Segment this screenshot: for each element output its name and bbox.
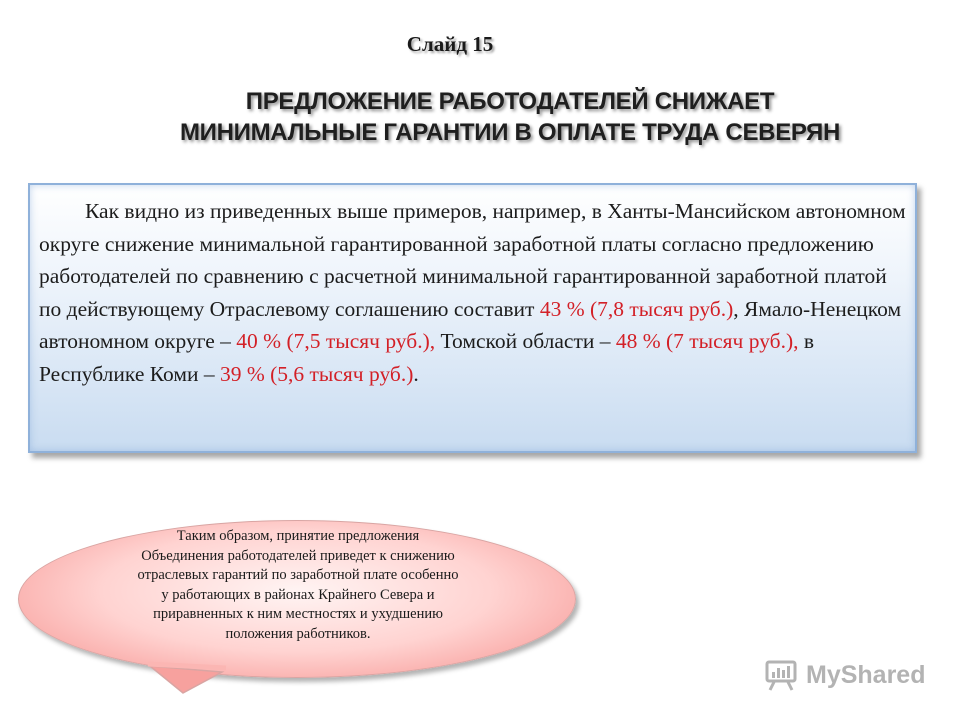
callout-line: у работающих в районах Крайнего Севера и bbox=[161, 586, 435, 603]
title-line-2: МИНИМАЛЬНЫЕ ГАРАНТИИ В ОПЛАТЕ ТРУДА СЕВЕРЯН bbox=[179, 119, 840, 146]
highlight-yanao: 40 % (7,5 тысяч руб.), bbox=[236, 329, 436, 354]
slide-number: Слайд 15 bbox=[406, 32, 494, 56]
highlight-komi: 39 % (5,6 тысяч руб.) bbox=[219, 361, 414, 386]
title-line-1: ПРЕДЛОЖЕНИЕ РАБОТОДАТЕЛЕЙ СНИЖАЕТ bbox=[245, 88, 775, 115]
text-part-3: Томской области – bbox=[435, 329, 616, 354]
slide-title bbox=[100, 86, 920, 148]
callout-line: Объединения работодателей приведет к снижению bbox=[141, 547, 455, 564]
text-part-2: , Ямало-Ненецком автономном округе – bbox=[39, 296, 902, 354]
highlight-tomsk: 48 % (7 тысяч руб.), bbox=[615, 329, 799, 354]
text-part-4: в Республике Коми – bbox=[39, 329, 815, 386]
main-text-box bbox=[28, 183, 917, 453]
callout-line: отраслевых гарантий по заработной плате особенно bbox=[137, 567, 459, 584]
presentation-board-icon bbox=[764, 658, 798, 692]
watermark-logo bbox=[764, 655, 925, 695]
text-part-1: Как видно из приведенных выше примеров, например, в Ханты-Мансийском автономном округе снижение минимальной гарантированной заработной платы согласно предложению работодателей по сравнению с расчетной минимальной гарантированной заработной платой по действующему Отраслевому соглашению составит bbox=[39, 199, 906, 321]
watermark-text: MyShared bbox=[806, 660, 926, 689]
callout-line: Таким образом, принятие предложения bbox=[176, 528, 420, 544]
highlight-khmao: 43 % (7,8 тысяч руб.) bbox=[539, 296, 734, 321]
main-paragraph bbox=[39, 195, 907, 391]
callout-line: приравненных к ним местностях и ухудшению bbox=[153, 606, 443, 623]
callout-line: положения работников. bbox=[225, 625, 371, 642]
callout-text bbox=[58, 527, 538, 645]
text-part-5: . bbox=[413, 361, 419, 386]
